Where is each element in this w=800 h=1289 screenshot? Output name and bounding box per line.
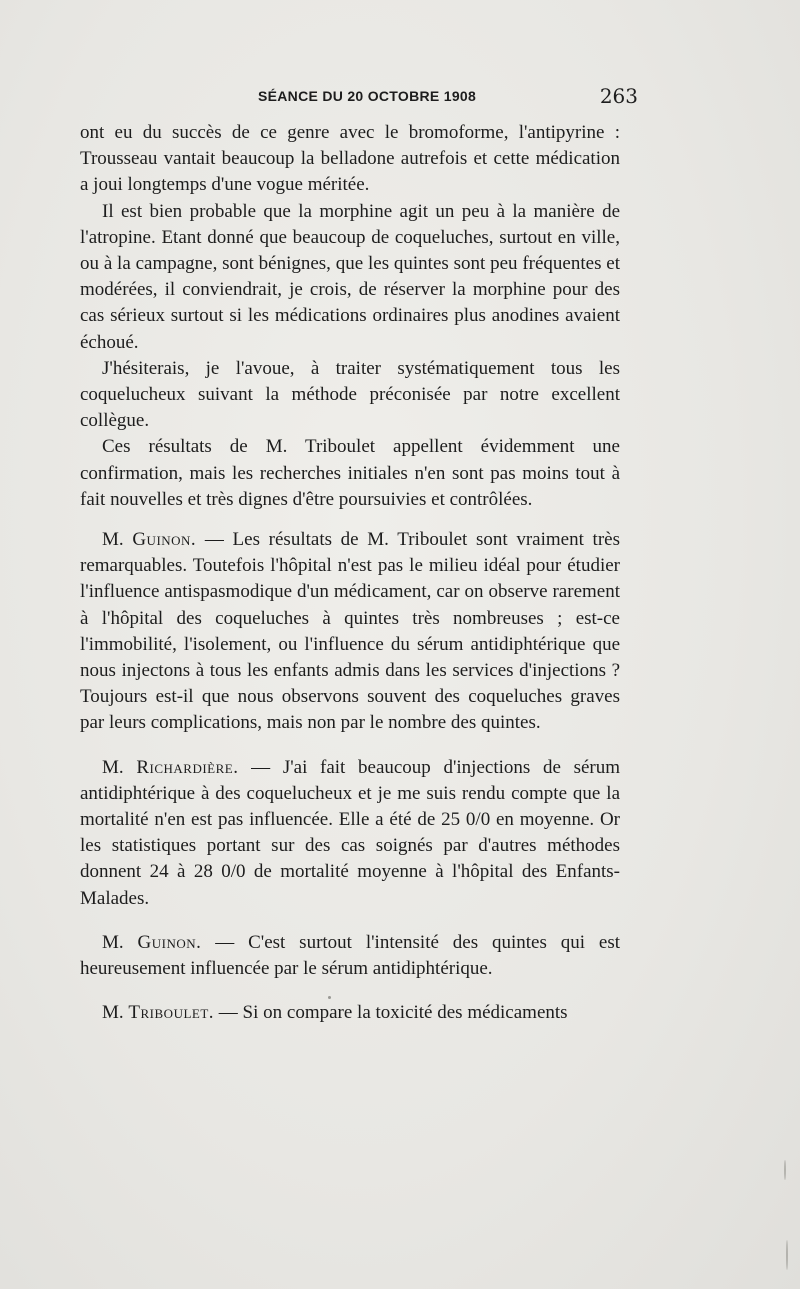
intervention-guinon	[80, 527, 620, 737]
paragraph: Il est bien probable que la morphine agit un peu à la manière de l'atropine. Etant donné que beaucoup de coqueluches, surtout en ville, ou à la campagne, sont bénignes, que les quintes sont peu fréquentes et modérées, il conviendrait, je crois, de réserver la morphine pour des cas sérieux surtout si les médications ordinaires plus anodines avaient échoué.	[80, 200, 620, 353]
body-text	[80, 120, 620, 1027]
paragraph: ont eu du succès de ce genre avec le bromoforme, l'antipyrine : Trousseau vantait beaucoup la belladone autrefois et cette médication a joui longtemps d'une vogue méritée.	[80, 122, 620, 196]
running-head: SÉANCE DU 20 OCTOBRE 1908	[258, 88, 477, 104]
paper-speck	[786, 1240, 788, 1270]
speaker-name: Richardière.	[136, 756, 239, 778]
paper-speck	[328, 996, 331, 999]
paragraph: Ces résultats de M. Triboulet appellent évidemment une confirmation, mais les recherches initiales n'en sont pas moins tout à fait nouvelles et très dignes d'être poursuivies et contrôlées.	[80, 436, 620, 510]
speaker-name: Guinon.	[132, 529, 197, 551]
intervention-text: — Si on compare la toxicité des médicaments	[214, 1002, 568, 1024]
intervention-text: — C'est surtout l'intensité des quintes qui est heureusement influencée par le sérum antidiphtérique.	[80, 931, 620, 980]
page-header	[258, 84, 638, 112]
speaker-name: Triboulet.	[128, 1002, 215, 1024]
intervention-guinon-2	[80, 930, 620, 982]
speaker-prefix: M.	[102, 756, 137, 778]
page-number: 263	[599, 84, 638, 108]
speaker-prefix: M.	[102, 1002, 129, 1024]
speaker-prefix: M.	[102, 931, 138, 953]
intervention-text: — Les résultats de M. Triboulet sont vraiment très remarquables. Toutefois l'hôpital n'est pas le milieu idéal pour étudier l'influence antispasmodique d'un médicament, car on observe rarement à l'hôpital des coqueluches à quintes très nombreuses ; est-ce l'immobilité, l'isolement, ou l'influence du sérum antidiphtérique que nous injectons à tous les enfants admis dans les services d'injections ? Toujours est-il que nous observons souvent des coqueluches graves par leurs complications, mais non par le nombre des quintes.	[80, 529, 620, 734]
speaker-prefix: M.	[102, 529, 133, 551]
paragraph: J'hésiterais, je l'avoue, à traiter systématiquement tous les coquelucheux suivant la méthode préconisée par notre excellent collègue.	[80, 357, 620, 432]
speaker-name: Guinon.	[137, 931, 202, 953]
paper-speck	[784, 1160, 786, 1180]
intervention-text: — J'ai fait beaucoup d'injections de sérum antidiphtérique à des coquelucheux et je me suis rendu compte que la mortalité n'en est pas influencée. Elle a été de 25 0/0 en moyenne. Or les statistiques portant sur des cas soignés par d'autres méthodes donnent 24 à 28 0/0 de mortalité moyenne à l'hôpital des Enfants-Malades.	[80, 756, 620, 909]
intervention-triboulet	[80, 1000, 620, 1026]
intervention-richardiere	[80, 755, 620, 912]
